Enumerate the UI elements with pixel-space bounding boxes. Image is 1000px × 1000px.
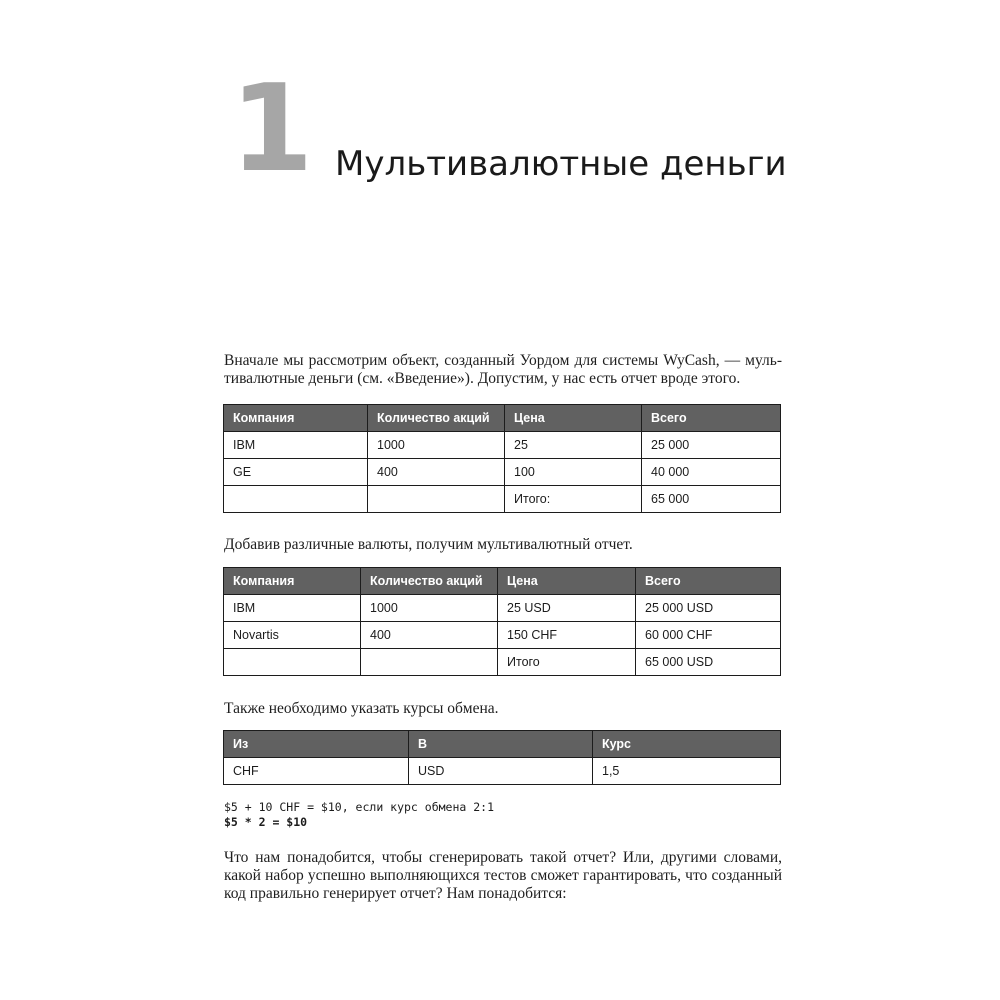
chapter-number: 1 (230, 60, 310, 199)
column-header: Цена (505, 405, 642, 432)
table-row (224, 432, 781, 459)
table-cell (368, 486, 505, 513)
table-row (224, 758, 781, 785)
table-cell: GE (224, 459, 368, 486)
table-cell: 1000 (368, 432, 505, 459)
table-cell: USD (409, 758, 593, 785)
table-cell: Итого: (505, 486, 642, 513)
chapter-title: Мультивалютные деньги (335, 144, 787, 184)
table-cell: 400 (368, 459, 505, 486)
table-cell: CHF (224, 758, 409, 785)
table-cell (224, 486, 368, 513)
code-line: $5 + 10 CHF = $10, если курс обмена 2:1 (224, 800, 495, 814)
paragraph-line: Что нам понадобится, чтобы сгенерировать такой отчет? Или, другими словами, (224, 849, 782, 866)
code-block (224, 800, 494, 830)
intro-line: тивалютные деньги (см. «Введение»). Допустим, у нас есть отчет вроде этого. (224, 370, 741, 387)
table-row (224, 459, 781, 486)
intro-paragraph (224, 352, 782, 388)
column-header: Количество акций (361, 568, 498, 595)
column-header: Цена (498, 568, 636, 595)
column-header: Компания (224, 405, 368, 432)
intro-line: Вначале мы рассмотрим объект, созданный Уордом для системы WyCash, — муль- (224, 352, 782, 369)
paragraph-line: Добавив различные валюты, получим мультивалютный отчет. (224, 536, 633, 553)
table-header-row (224, 731, 781, 758)
column-header: Всего (636, 568, 781, 595)
table-cell: 25 000 (642, 432, 781, 459)
table-cell: 100 (505, 459, 642, 486)
table-cell: Novartis (224, 622, 361, 649)
table-row (224, 595, 781, 622)
table-cell: 65 000 (642, 486, 781, 513)
table-total-row (224, 649, 781, 676)
table-cell: 40 000 (642, 459, 781, 486)
column-header: Количество акций (368, 405, 505, 432)
column-header: Из (224, 731, 409, 758)
multicurrency-report-table (223, 567, 781, 676)
table-cell: 60 000 CHF (636, 622, 781, 649)
table-cell: 25 000 USD (636, 595, 781, 622)
column-header: Всего (642, 405, 781, 432)
code-line: $5 * 2 = $10 (224, 815, 308, 829)
table-cell: IBM (224, 595, 361, 622)
column-header: Курс (593, 731, 781, 758)
table-cell (361, 649, 498, 676)
multicurrency-paragraph (224, 536, 782, 554)
table-cell: 150 CHF (498, 622, 636, 649)
paragraph-line: код правильно генерирует отчет? Нам понадобится: (224, 885, 567, 902)
column-header: В (409, 731, 593, 758)
table-cell: 25 USD (498, 595, 636, 622)
table-cell: 1000 (361, 595, 498, 622)
table-cell: 25 (505, 432, 642, 459)
table-cell: IBM (224, 432, 368, 459)
closing-paragraph (224, 849, 782, 903)
table-row (224, 622, 781, 649)
paragraph-line: какой набор успешно выполняющихся тестов сможет гарантировать, что созданный (224, 867, 782, 884)
table-header-row (224, 405, 781, 432)
table-cell: 65 000 USD (636, 649, 781, 676)
column-header: Компания (224, 568, 361, 595)
table-cell: 1,5 (593, 758, 781, 785)
stock-report-table (223, 404, 781, 513)
table-header-row (224, 568, 781, 595)
table-total-row (224, 486, 781, 513)
table-cell: Итого (498, 649, 636, 676)
table-cell (224, 649, 361, 676)
exchange-rates-paragraph (224, 700, 782, 718)
table-cell: 400 (361, 622, 498, 649)
exchange-rate-table (223, 730, 781, 785)
paragraph-line: Также необходимо указать курсы обмена. (224, 700, 499, 717)
